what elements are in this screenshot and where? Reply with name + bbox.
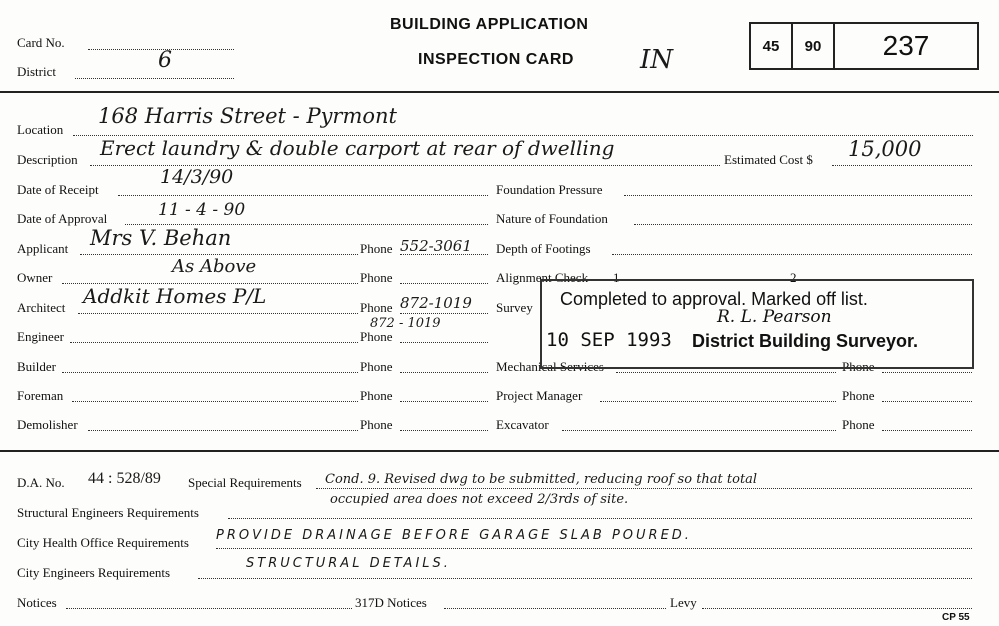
district-line bbox=[75, 78, 234, 79]
architect-phone-line bbox=[400, 313, 488, 314]
excavator-phone-label: Phone bbox=[842, 417, 875, 432]
structural-line bbox=[228, 518, 972, 519]
alignment-2: 2 bbox=[790, 270, 797, 285]
initials: IN bbox=[640, 45, 674, 75]
applicant-label: Applicant bbox=[17, 241, 69, 256]
nature-foundation-label: Nature of Foundation bbox=[496, 211, 608, 226]
special-label: Special Requirements bbox=[188, 475, 302, 490]
project-manager-label: Project Manager bbox=[496, 388, 583, 403]
special-value-1: Cond. 9. Revised dwg to be submitted, reducing roof so that total bbox=[325, 472, 758, 487]
builder-line bbox=[62, 372, 358, 373]
engineer-phone-label: Phone bbox=[360, 329, 393, 344]
location-label: Location bbox=[17, 122, 64, 137]
excavator-line bbox=[562, 430, 836, 431]
notices-317d-label: 317D Notices bbox=[355, 595, 427, 610]
stamp-signature: R. L. Pearson bbox=[717, 307, 832, 327]
district-label: District bbox=[17, 64, 56, 79]
health-label: City Health Office Requirements bbox=[17, 535, 189, 550]
stamp-date: 10 SEP 1993 bbox=[546, 329, 672, 351]
completion-stamp bbox=[540, 279, 974, 369]
builder-phone-label: Phone bbox=[360, 359, 393, 374]
date-receipt-label: Date of Receipt bbox=[17, 182, 99, 197]
description-label: Description bbox=[17, 152, 78, 167]
city-eng-label: City Engineers Requirements bbox=[17, 565, 171, 580]
foreman-line bbox=[72, 401, 358, 402]
alignment-label: Alignment Check bbox=[496, 270, 589, 285]
health-value: PROVIDE DRAINAGE BEFORE GARAGE SLAB POURED. bbox=[216, 528, 692, 543]
title-line1: BUILDING APPLICATION bbox=[390, 16, 589, 33]
owner-label: Owner bbox=[17, 270, 53, 285]
applicant-line bbox=[80, 254, 358, 255]
form-code: CP 55 bbox=[942, 612, 970, 623]
box-1: 45 bbox=[751, 24, 793, 68]
architect-phone-value: 872-1019 bbox=[400, 294, 472, 312]
city-eng-value: STRUCTURAL DETAILS. bbox=[246, 556, 451, 571]
notices-317d-line bbox=[444, 608, 666, 609]
special-value-2: occupied area does not exceed 2/3rds of site. bbox=[330, 492, 629, 507]
engineer-phone-line bbox=[400, 342, 488, 343]
project-manager-line bbox=[600, 401, 836, 402]
builder-label: Builder bbox=[17, 359, 56, 374]
mechanical-phone-label: Phone bbox=[842, 359, 875, 374]
applicant-value: Mrs V. Behan bbox=[90, 226, 232, 250]
da-label: D.A. No. bbox=[17, 475, 65, 490]
structural-label: Structural Engineers Requirements bbox=[17, 505, 199, 520]
project-manager-phone-label: Phone bbox=[842, 388, 875, 403]
mechanical-line bbox=[616, 372, 836, 373]
description-value: Erect laundry & double carport at rear of dwelling bbox=[100, 136, 615, 160]
depth-footings-label: Depth of Footings bbox=[496, 241, 591, 256]
health-line bbox=[216, 548, 972, 549]
excavator-phone-line bbox=[882, 430, 972, 431]
foreman-phone-line bbox=[400, 401, 488, 402]
mechanical-label: Mechanical Services bbox=[496, 359, 604, 374]
special-line-1 bbox=[316, 488, 972, 489]
date-approval-label: Date of Approval bbox=[17, 211, 108, 226]
da-value: 44 : 528/89 bbox=[88, 470, 161, 487]
box-2: 90 bbox=[793, 24, 835, 68]
notices-line bbox=[66, 608, 352, 609]
builder-phone-line bbox=[400, 372, 488, 373]
applicant-phone-value: 552-3061 bbox=[400, 237, 472, 255]
levy-label: Levy bbox=[670, 595, 697, 610]
card-no-label: Card No. bbox=[17, 35, 65, 50]
demolisher-label: Demolisher bbox=[17, 417, 78, 432]
engineer-label: Engineer bbox=[17, 329, 64, 344]
depth-footings-line bbox=[612, 254, 972, 255]
mechanical-phone-line bbox=[882, 372, 972, 373]
stamp-line2: District Building Surveyor. bbox=[692, 331, 919, 351]
location-value: 168 Harris Street - Pyrmont bbox=[98, 104, 397, 128]
foreman-label: Foreman bbox=[17, 388, 64, 403]
engineer-line bbox=[70, 342, 358, 343]
owner-value: As Above bbox=[172, 256, 257, 277]
alignment-1: 1 bbox=[613, 270, 620, 285]
demolisher-phone-label: Phone bbox=[360, 417, 393, 432]
demolisher-phone-line bbox=[400, 430, 488, 431]
district-value: 6 bbox=[158, 48, 172, 73]
foundation-pressure-label: Foundation Pressure bbox=[496, 182, 603, 197]
card-number-boxes bbox=[749, 22, 979, 70]
estimated-cost-label: Estimated Cost $ bbox=[724, 152, 813, 167]
date-receipt-value: 14/3/90 bbox=[160, 166, 234, 188]
date-approval-line bbox=[125, 224, 488, 225]
title-line2: INSPECTION CARD bbox=[418, 51, 574, 68]
estimated-cost-value: 15,000 bbox=[848, 137, 922, 161]
engineer-phone-value: 872 - 1019 bbox=[370, 316, 441, 331]
requirements-divider bbox=[0, 450, 999, 452]
architect-value: Addkit Homes P/L bbox=[83, 284, 267, 308]
architect-phone-label: Phone bbox=[360, 300, 393, 315]
levy-line bbox=[702, 608, 972, 609]
applicant-phone-label: Phone bbox=[360, 241, 393, 256]
box-3: 237 bbox=[882, 30, 930, 61]
owner-phone-label: Phone bbox=[360, 270, 393, 285]
estimated-cost-line bbox=[832, 165, 972, 166]
date-receipt-line bbox=[118, 195, 488, 196]
project-manager-phone-line bbox=[882, 401, 972, 402]
foreman-phone-label: Phone bbox=[360, 388, 393, 403]
notices-label: Notices bbox=[17, 595, 57, 610]
stamp-line1: Completed to approval. Marked off list. bbox=[560, 289, 868, 309]
nature-foundation-line bbox=[634, 224, 972, 225]
header-divider bbox=[0, 91, 999, 93]
architect-line bbox=[78, 313, 358, 314]
demolisher-line bbox=[88, 430, 358, 431]
city-eng-line bbox=[198, 578, 972, 579]
date-approval-value: 11 - 4 - 90 bbox=[158, 200, 246, 220]
architect-label: Architect bbox=[17, 300, 66, 315]
excavator-label: Excavator bbox=[496, 417, 549, 432]
foundation-pressure-line bbox=[624, 195, 972, 196]
owner-phone-line bbox=[400, 283, 488, 284]
survey-label: Survey bbox=[496, 300, 533, 315]
